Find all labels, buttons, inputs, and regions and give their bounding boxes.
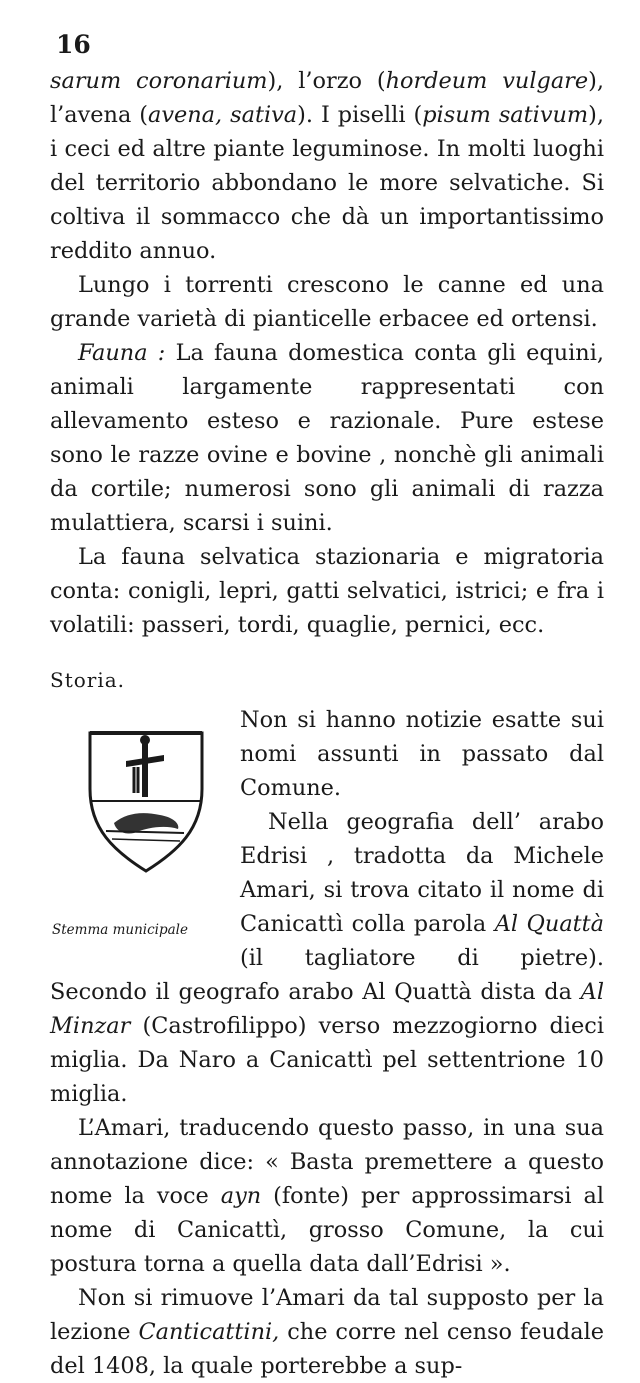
paragraph-edrisi: Nella geografia dell’ arabo Edrisi , tradotta da Michele Amari, si trova citato il nome di Canicattì colla parola Al Quattà (il tagliatore di pietre). Secondo il geografo arabo Al Quattà dista da Al Minzar (Castrofilippo) verso mezzogiorno dieci miglia. Da Naro a Canicattì pel settentrione 10 miglia. [50,809,605,1107]
figure-caption: Stemma municipale [52,922,188,938]
paragraph-fauna-selvatica: La fauna selvatica stazionaria e migratoria conta: conigli, lepri, gatti selvatici, istrici; e fra i volatili: passeri, tordi, quaglie, pernici, ecc. [50,544,604,638]
latin-name: sarum coronarium [50,68,268,94]
paragraph-notizie: Non si hanno notizie esatte sui nomi assunti in passato dal Comune. [240,707,604,801]
latin-name: hordeum vulgare [385,68,589,94]
paragraph-fauna: Fauna : La fauna domestica conta gli equini, animali largamente rappresentati con allevamento esteso e razionale. Pure estese sono le razze ovine e bovine , nonchè gli animali da cortile; numerosi sono gli animali di razza mulattiera, scarsi i suini. [50,340,604,536]
paragraph-flora: sarum coronarium), l’orzo (hordeum vulgare), l’avena (avena, sativa). I piselli (pisum sativum), i ceci ed altre piante leguminose. In molti luoghi del territorio abbondano le more selvatiche. Si coltiva il sommacco che dà un importantissimo reddito annuo. [50,68,604,264]
latin-name: pisum sativum [422,102,589,128]
coat-of-arms-icon [86,727,206,875]
fauna-label: Fauna : [78,340,166,366]
paragraph-torrenti: Lungo i torrenti crescono le canne ed una grande varietà di pianticelle erbacee ed ortensi. [50,272,604,332]
paragraph-amari: L’Amari, traducendo questo passo, in una sua annotazione dice: « Basta premettere a questo nome la voce ayn (fonte) per approssimarsi al nome di Canicattì, grosso Comune, la cui postura torna a quella data dall’Edrisi ». [50,1115,604,1277]
body-text [50,64,604,1383]
latin-name: avena, sativa [148,102,298,128]
paragraph-canticattini: Non si rimuove l’Amari da tal supposto per la lezione Canticattini, che corre nel censo feudale del 1408, la quale porterebbe a sup- [50,1285,605,1379]
section-heading-storia: Storia. [50,668,126,692]
coat-of-arms-figure [50,705,240,948]
page-number: 16 [56,30,91,59]
